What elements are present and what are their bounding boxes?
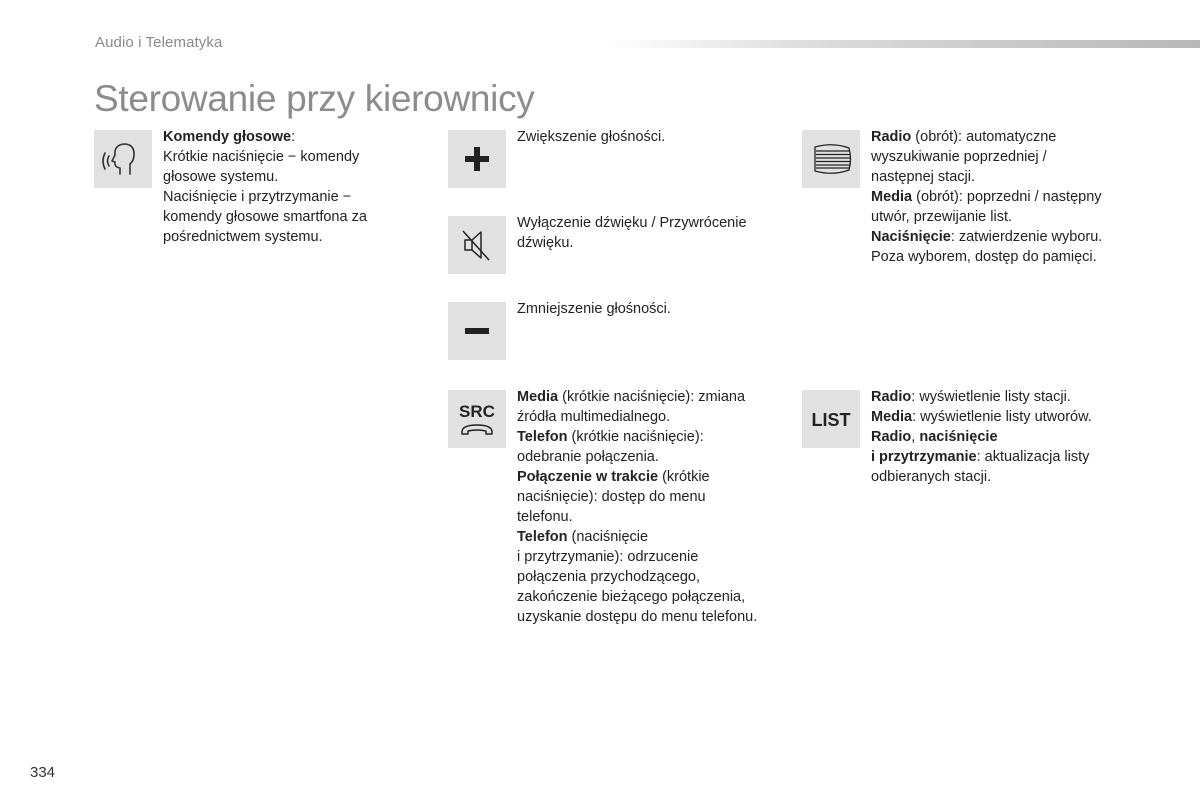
src-icon-label: SRC [459,402,495,421]
voice-line-2: Krótkie naciśnięcie − komendy [163,149,360,165]
thumbwheel-icon [802,130,860,188]
list-line-2-rest: : wyświetlenie listy utworów. [912,409,1092,425]
mute-text [517,213,747,253]
src-line-11: zakończenie bieżącego połączenia, [517,589,746,605]
list-line-4-bold: i przytrzymanie [871,449,977,465]
volume-down-line-1: Zmniejszenie głośności. [517,301,671,317]
section-label: Audio i Telematyka [95,34,223,51]
src-line-1-bold: Media [517,389,559,405]
src-line-6: naciśnięcie): dostęp do menu [517,489,706,505]
list-text [871,387,1092,487]
list-line-5: odbieranych stacji. [871,469,992,485]
wheel-line-4-bold: Media [871,189,913,205]
volume-down-item [448,302,671,360]
voice-line-3: głosowe systemu. [163,169,279,185]
mute-line-2: dźwięku. [517,235,574,251]
list-line-1-bold: Radio [871,389,912,405]
voice-line-6: pośrednictwem systemu. [163,229,323,245]
list-line-3-mid: , [911,429,920,445]
voice-command-item [94,130,367,247]
src-phone-icon [448,390,506,448]
volume-up-item [448,130,665,188]
page-number: 334 [30,764,56,781]
src-line-10: połączenia przychodzącego, [517,569,700,585]
wheel-line-1-bold: Radio [871,129,912,145]
list-line-2-bold: Media [871,409,913,425]
wheel-line-5: utwór, przewijanie list. [871,209,1013,225]
wheel-line-2: wyszukiwanie poprzedniej / [871,149,1047,165]
src-line-1-rest: (krótkie naciśnięcie): zmiana [558,389,746,405]
minus-icon [448,302,506,360]
voice-line-4: Naciśnięcie i przytrzymanie − [163,189,352,205]
list-icon [802,390,860,448]
wheel-line-3: następnej stacji. [871,169,975,185]
wheel-line-4-rest: (obrót): poprzedni / następny [912,189,1102,205]
list-icon-label: LIST [811,410,851,430]
src-line-12: uzyskanie dostępu do menu telefonu. [517,609,758,625]
list-line-3-bold-b: naciśnięcie [919,429,998,445]
volume-up-text [517,127,665,147]
wheel-line-7: Poza wyborem, dostęp do pamięci. [871,249,1097,265]
list-line-4-rest: : aktualizacja listy [976,449,1090,465]
page-title: Sterowanie przy kierownicy [94,78,535,119]
list-item [802,390,1092,487]
src-line-2: źródła multimedialnego. [517,409,671,425]
wheel-line-6-rest: : zatwierdzenie wyboru. [950,229,1103,245]
list-line-1-rest: : wyświetlenie listy stacji. [911,389,1071,405]
mute-line-1: Wyłączenie dźwięku / Przywrócenie [517,215,747,231]
src-line-4: odebranie połączenia. [517,449,659,465]
thumbwheel-item [802,130,1102,267]
src-line-3-bold: Telefon [517,429,568,445]
src-line-5-rest: (krótkie [658,469,710,485]
header-bar [605,40,1200,48]
thumbwheel-text [871,127,1102,267]
wheel-line-1-rest: (obrót): automatyczne [911,129,1057,145]
src-line-8-bold: Telefon [517,529,568,545]
voice-line-5: komendy głosowe smartfona za [163,209,367,225]
volume-down-text [517,299,671,319]
voice-command-text [163,127,367,247]
src-line-9: i przytrzymanie): odrzucenie [517,549,699,565]
list-line-3-bold-a: Radio [871,429,912,445]
src-line-7: telefonu. [517,509,573,525]
volume-up-line-1: Zwiększenie głośności. [517,129,666,145]
src-line-5-bold: Połączenie w trakcie [517,469,659,485]
voice-command-title: Komendy głosowe [163,129,292,145]
voice-line-1-rest: : [291,129,296,145]
mute-item [448,216,747,274]
voice-command-icon [94,130,152,188]
src-item [448,390,757,627]
src-line-8-rest: (naciśnięcie [567,529,649,545]
wheel-line-6-bold: Naciśnięcie [871,229,951,245]
src-line-3-rest: (krótkie naciśnięcie): [567,429,704,445]
plus-icon [448,130,506,188]
mute-speaker-icon [448,216,506,274]
src-text [517,387,757,627]
